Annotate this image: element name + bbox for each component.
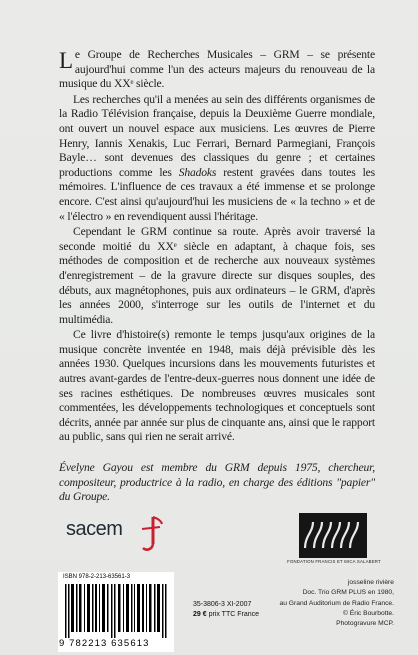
credit-line: josseline rivière — [347, 579, 394, 586]
sacem-note-icon — [138, 514, 164, 552]
photo-credit — [234, 578, 394, 629]
paragraph-3: Cependant le GRM continue sa route. Après avoir traversé la seconde moitié du XXᵉ siècle en adaptant, à chaque fois, ses méthodes de composition et de recherche aux nouveaux systèmes d'enregistrement – de la gravure directe sur disques souples, des débuts, aux magnétophones, puis aux ordinateurs – le GRM, d'après les années 2000, s'interroge sur les outils de l'internet et du multimédia. — [59, 225, 375, 326]
paragraph-2 — [59, 93, 375, 224]
paragraph-2-text-b: restent gravées dans toutes les mémoires. L'influence de ces travaux a été immense et se prolonge encore. C'est ainsi qu'aujourd'hui les musiciens de « la techno » et de « l'électro » en revendiquent aussi l'héritage. — [59, 165, 375, 223]
fondation-salabert-logo — [283, 510, 383, 560]
barcode-box — [58, 572, 174, 652]
barcode-bars — [65, 584, 169, 638]
blurb-text — [59, 48, 375, 506]
author-bio — [59, 461, 375, 505]
paragraph-2-text-a: Les recherches qu'il a menées au sein des différents organismes de la Radio Télévision française, depuis la Deuxième Guerre mondiale, ont ouvert un nouvel espace aux musiciens. Les œuvres de Pierre Henry, Iannis Xenakis, Luc Ferrari, Bernard Parmegiani, François Bayle… sont devenues des classiques du genre ; et certaines productions comme les — [59, 92, 375, 179]
sacem-wordmark: sacem — [66, 518, 123, 540]
author-bio-text-b: du Groupe. — [59, 490, 110, 504]
paragraph-4: Ce livre d'histoire(s) remonte le temps jusqu'aux origines de la musique concrète inventée en 1948, mais déjà prévisible dès les années 1930. Quelques incursions dans les mouvements futuristes et autres avant-gardes de l'entre-deux-guerres nous donnent une idée de ses racines esthétiques. De nombreuses œuvres musicales sont commentées, les développements technologiques et conceptuels sont décrits, année par année sur plus de cinquante ans, ainsi que le rapport au public, sans qui rien ne serait arrivé. — [59, 328, 375, 444]
author-bio-text-a: Évelyne Gayou est membre du GRM depuis 1975, chercheur, compositeur, productrice à la radio, en charge des éditions — [59, 461, 375, 489]
price-label: prix TTC France — [206, 611, 260, 618]
sacem-logo — [66, 514, 166, 554]
fondation-caption: FONDATION FRANCIS ET MICA SALABERT — [287, 559, 381, 564]
credit-line: © Éric Bourbotte. — [342, 609, 394, 617]
credit-line: Doc. Trio GRM PLUS en 1980, — [302, 589, 394, 597]
paragraph-1 — [59, 48, 375, 92]
credit-line: Photogravure MCP. — [336, 620, 394, 628]
price-value: 29 € — [193, 611, 207, 618]
credit-line: au Grand Auditorium de Radio France. — [279, 599, 394, 607]
barcode-digits: 9 782213 635613 — [59, 638, 150, 649]
isbn-text: ISBN 978-2-213-63561-3 — [63, 574, 131, 580]
shadoks-title: Shadoks — [178, 165, 217, 179]
catalog-code: 35-3806-3 XI-2007 — [193, 601, 252, 608]
drop-cap: L — [59, 48, 73, 73]
author-bio-quoted: "papier" — [336, 475, 375, 489]
paragraph-1-text: e Groupe de Recherches Musicales – GRM – se présente aujourd'hui comme l'un des acteurs majeurs du renouveau de la musique du XXᵉ siècle. — [59, 48, 375, 91]
